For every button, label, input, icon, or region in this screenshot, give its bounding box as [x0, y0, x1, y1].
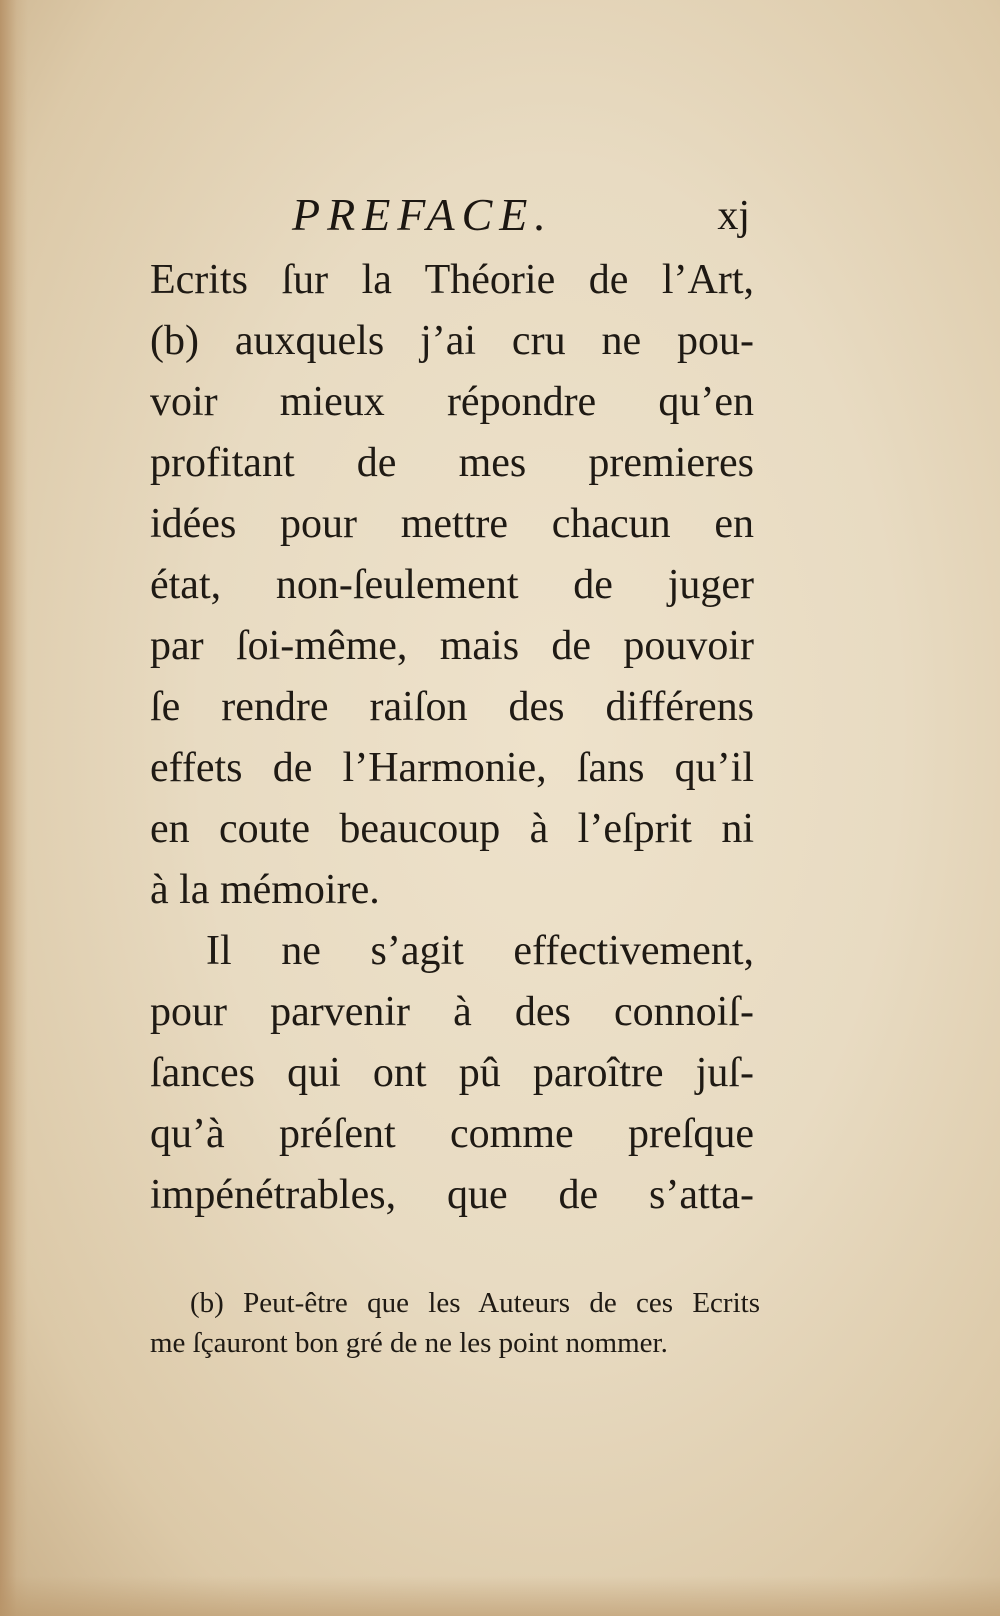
page-edge-shadow — [0, 0, 28, 1616]
text-line: impénétrables, que de s’atta- — [150, 1172, 754, 1218]
text-line: état, non-ſeulement de juger — [150, 562, 754, 608]
text-line: ſances qui ont pû paroître juſ- — [150, 1050, 754, 1096]
footnote — [150, 1283, 760, 1363]
text-line: (b) auxquels j’ai cru ne pou- — [150, 318, 754, 364]
text-line: pour parvenir à des connoiſ- — [150, 989, 754, 1035]
text-line: en coute beaucoup à l’eſprit ni — [150, 806, 754, 852]
text-line: Il ne s’agit effectivement, — [206, 928, 754, 974]
footnote-line: me ſçauront bon gré de ne les point nommer. — [150, 1327, 668, 1359]
text-line: idées pour mettre chacun en — [150, 501, 754, 547]
text-line: Ecrits ſur la Théorie de l’Art, — [150, 257, 754, 303]
running-title: PREFACE. — [292, 189, 553, 240]
page-number: xj — [717, 193, 750, 239]
text-line: profitant de mes premieres — [150, 440, 754, 486]
body-text — [150, 250, 754, 1226]
page-header — [150, 188, 750, 248]
text-line: voir mieux répondre qu’en — [150, 379, 754, 425]
text-line: effets de l’Harmonie, ſans qu’il — [150, 745, 754, 791]
text-line: par ſoi-même, mais de pouvoir — [150, 623, 754, 669]
footnote-line: (b) Peut-être que les Auteurs de ces Ecrits — [190, 1287, 760, 1319]
page-bottom-shadow — [0, 1576, 1000, 1616]
text-line: à la mémoire. — [150, 867, 380, 913]
text-line: qu’à préſent comme preſque — [150, 1111, 754, 1157]
text-line: ſe rendre raiſon des différens — [150, 684, 754, 730]
